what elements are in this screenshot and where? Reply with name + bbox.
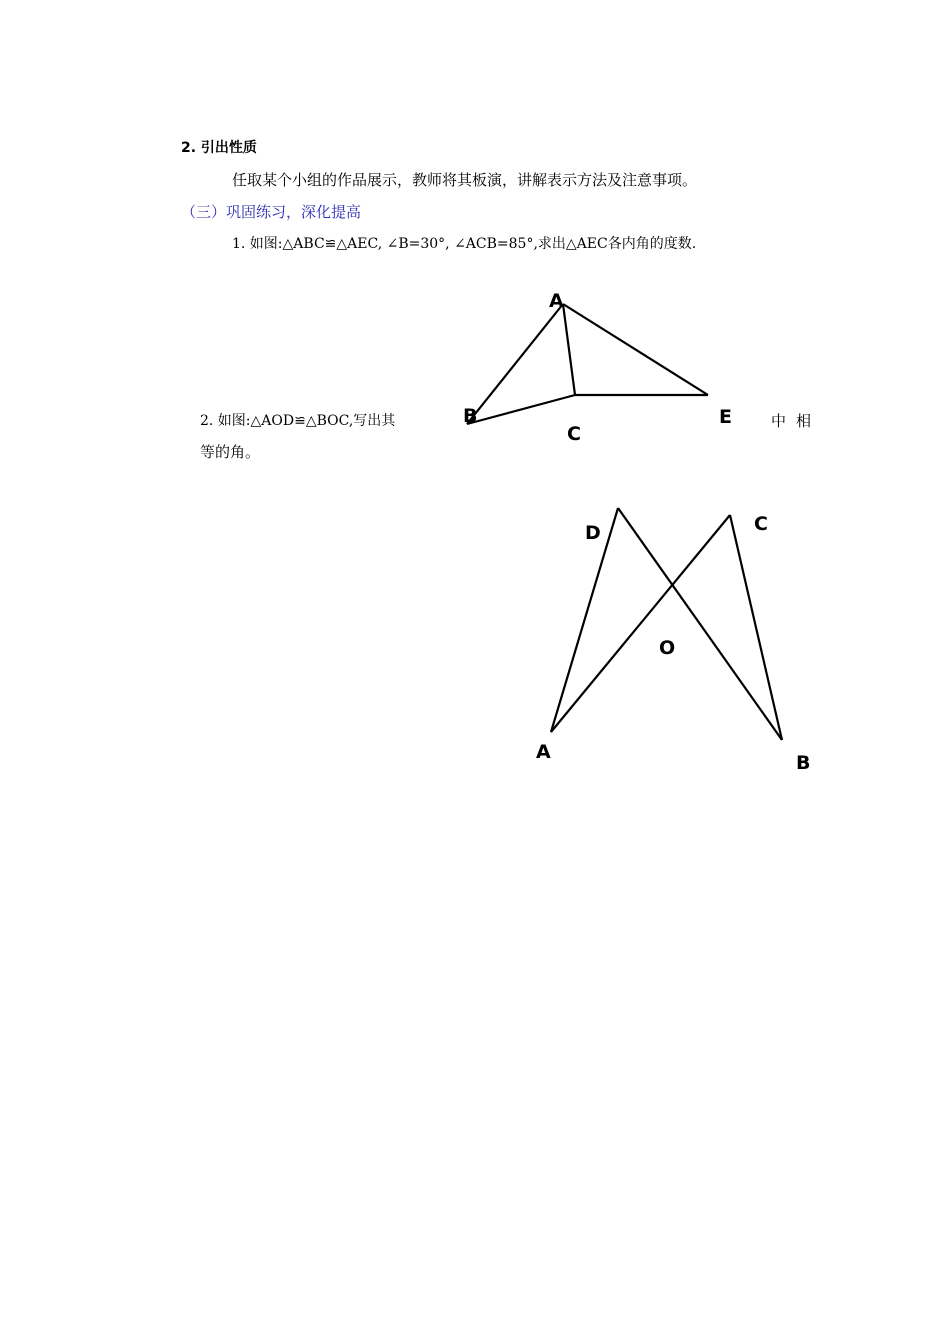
segment-db xyxy=(618,508,782,740)
intro-paragraph: 任取某个小组的作品展示，教师将其板演，讲解表示方法及注意事项。 xyxy=(232,171,698,189)
label-d-fig2: D xyxy=(585,522,601,544)
label-c-fig2: C xyxy=(754,513,768,535)
label-a-fig1: A xyxy=(549,290,564,312)
label-o-fig2: O xyxy=(659,637,676,659)
label-b-fig2: B xyxy=(796,752,811,774)
label-e-fig1: E xyxy=(719,406,732,428)
segment-ac xyxy=(551,515,730,732)
section-heading: 2. 引出性质 xyxy=(181,140,257,156)
exercise-2-text-end: 中相 xyxy=(771,412,822,430)
segment-cb xyxy=(730,515,782,740)
label-b-fig1: B xyxy=(463,405,478,427)
exercise-2-text-start: 2. 如图:△AOD≌△BOC,写出其 xyxy=(200,413,396,429)
label-a-fig2: A xyxy=(536,741,551,763)
subsection-title: （三）巩固练习，深化提高 xyxy=(181,203,362,221)
exercise-1-text: 1. 如图:△ABC≌△AEC, ∠B=30°, ∠ACB=85°,求出△AEC各内角的度数. xyxy=(232,236,697,252)
label-c-fig1: C xyxy=(567,423,581,445)
exercise-2-text-line2: 等的角。 xyxy=(200,443,261,461)
